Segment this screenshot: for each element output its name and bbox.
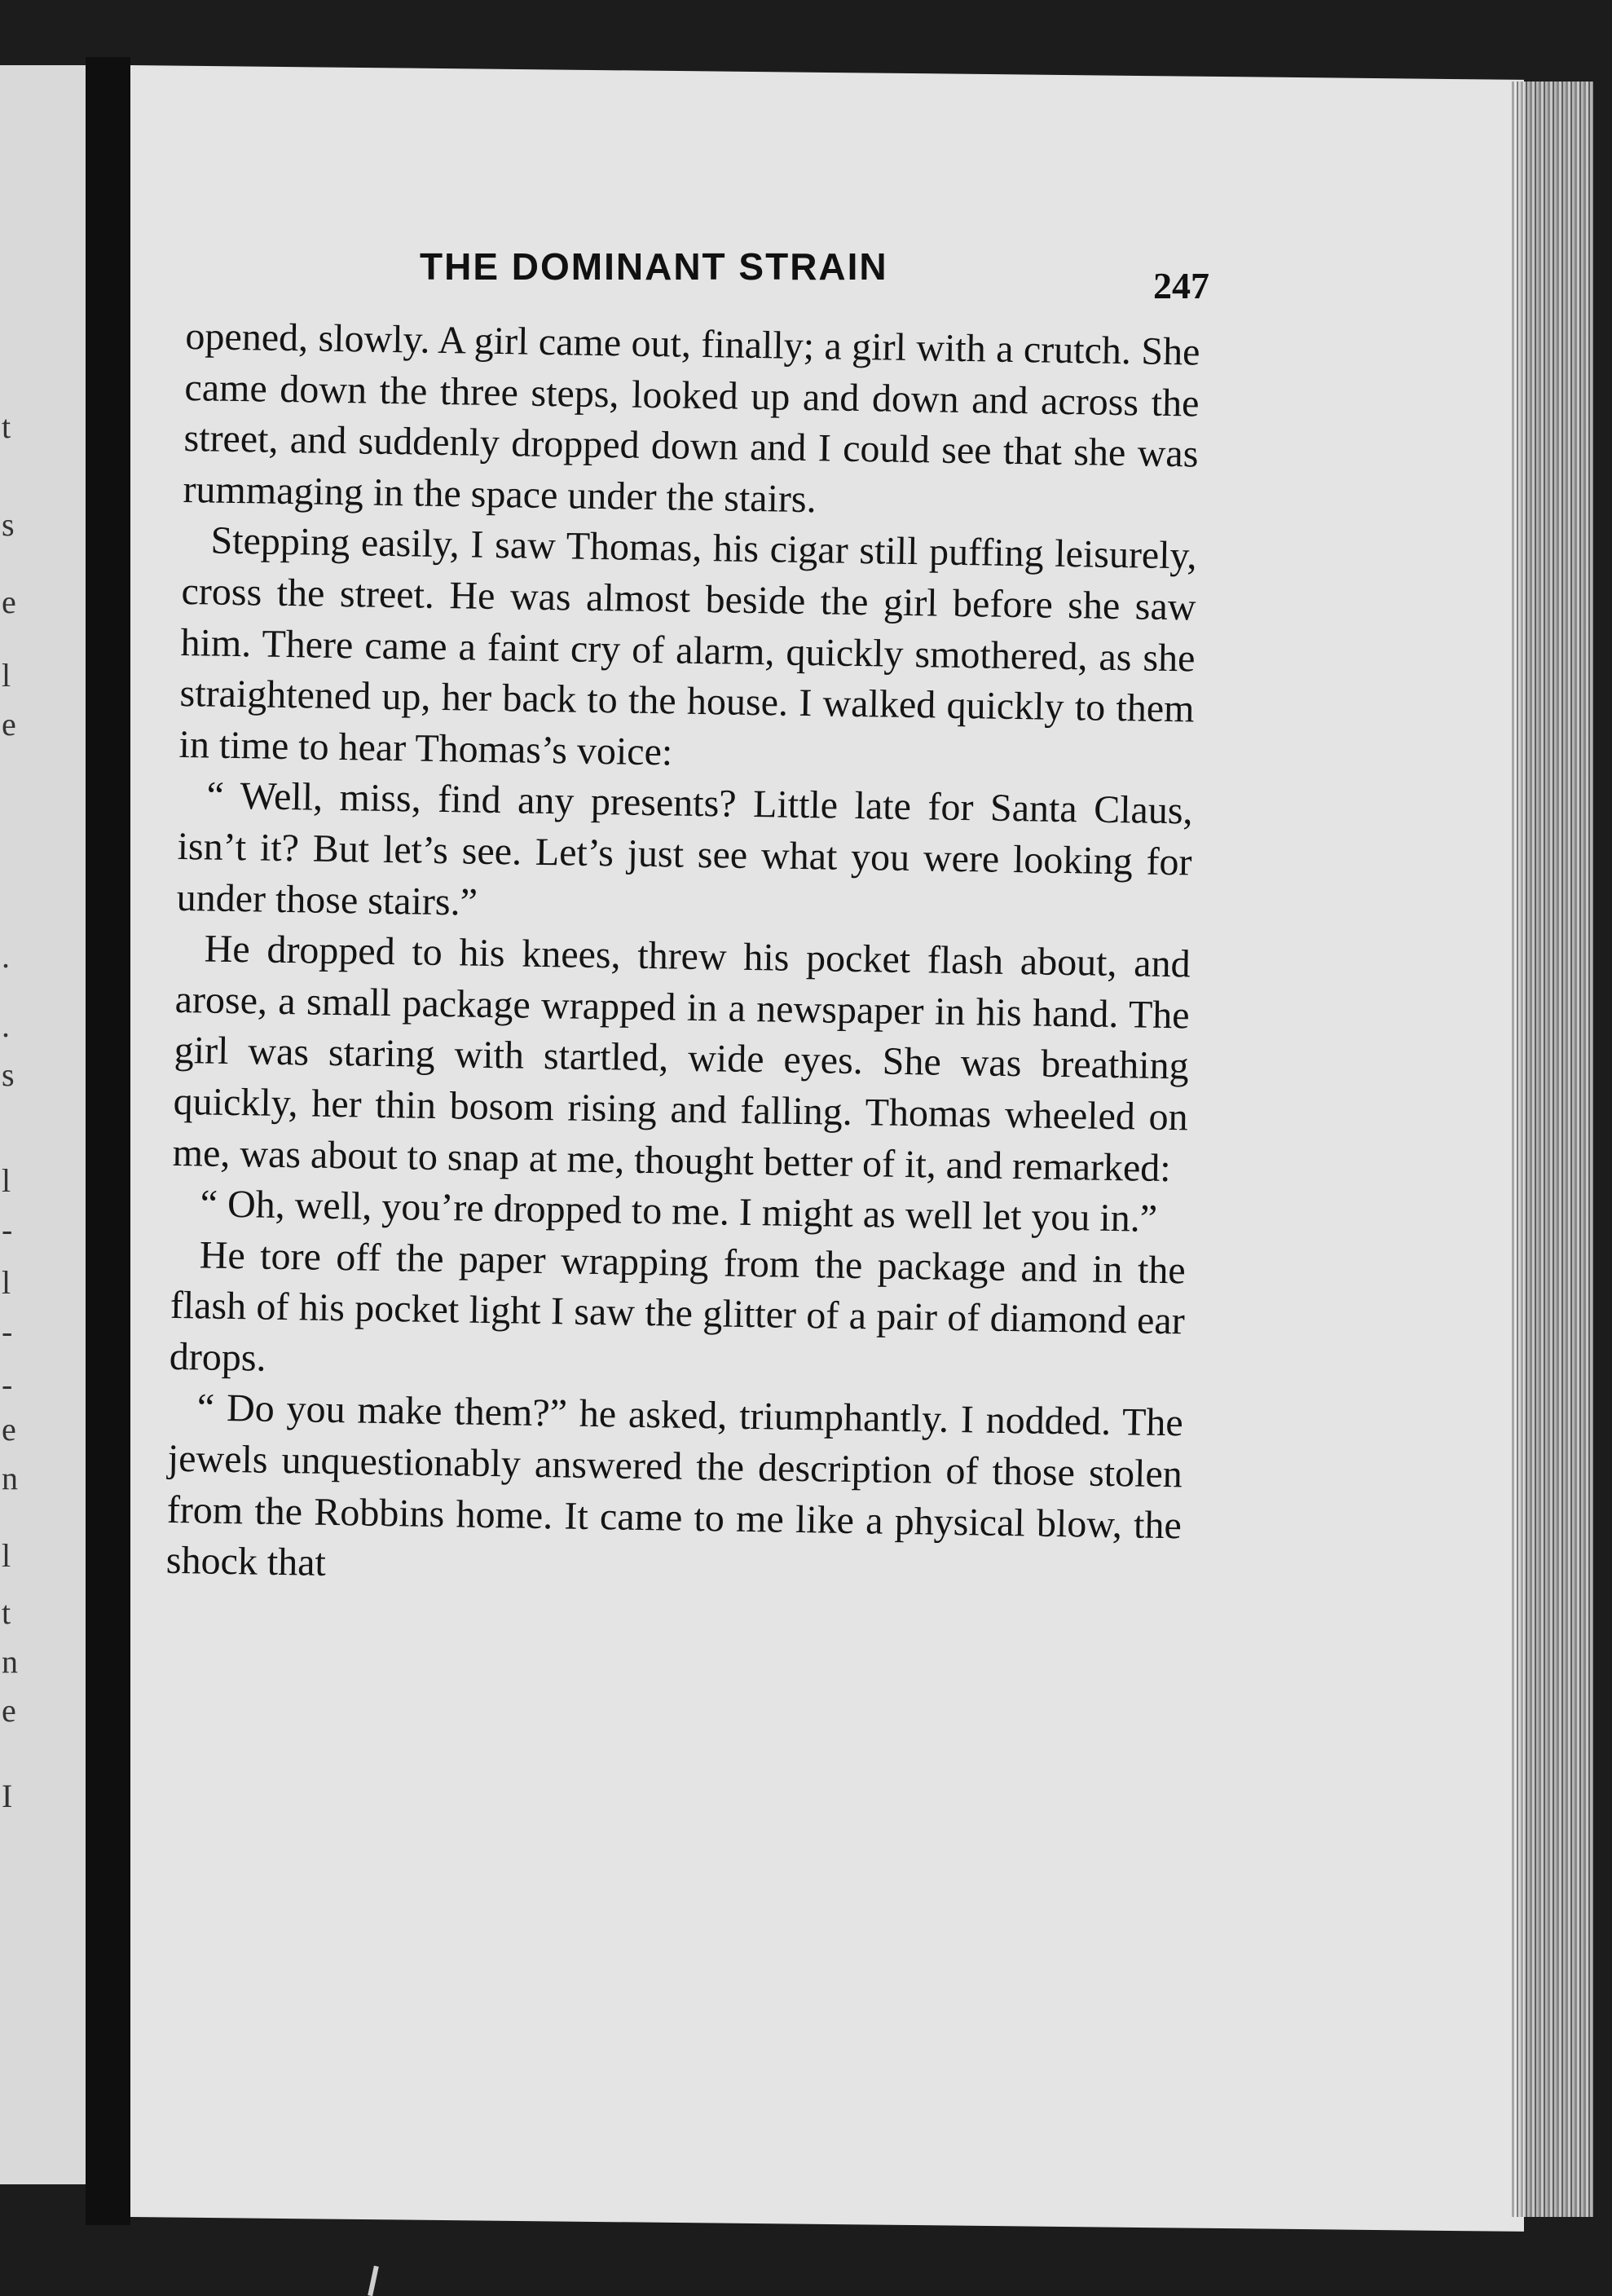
left-fragment: t [2,1594,11,1631]
page-header [420,245,1235,306]
paragraph: He dropped to his knees, threw his pocket flash about, and arose, a small package wrapped in a newspaper in his hand. The girl was staring with startled, wide eyes. She was breathing quickly, her thin bosom rising and falling. Thomas wheeled on me, was about to snap at me, thought better of it, and remarked: [172,927,1191,1190]
page-body [165,311,1200,1602]
page-stack-edge [1512,82,1593,2217]
left-fragment: t [2,408,11,445]
left-fragment: n [2,1643,18,1680]
left-fragment: . [2,938,10,975]
left-fragment: l [2,1537,11,1574]
left-fragment: s [2,1056,15,1093]
left-fragment: l [2,657,11,694]
book-gutter [86,57,130,2225]
left-fragment: l [2,1264,11,1301]
paragraph: Stepping easily, I saw Thomas, his cigar still puffing leisurely, cross the street. He was almost beside the girl before she saw him. There came a faint cry of alarm, quickly smothered, as she straightened up, her back to the house. I walked quickly to them in time to hear Thomas’s voice: [178,518,1197,774]
left-fragment: e [2,1411,16,1448]
paragraph: “ Well, miss, find any presents? Little late for Santa Claus, isn’t it? But let’s see. Let’s just see what you were looking for under those stairs.” [176,773,1193,924]
left-fragment: e [2,1692,16,1729]
left-page-text-fragments [0,408,16,1956]
running-head: THE DOMINANT STRAIN [420,245,888,288]
left-fragment: l [2,1162,11,1199]
left-fragment: s [2,506,15,543]
left-fragment: I [2,1778,13,1814]
left-page-edge [0,65,86,2184]
paragraph: “ Oh, well, you’re dropped to me. I might as well let you in.” [200,1182,1158,1241]
left-fragment: n [2,1460,18,1496]
left-fragment: e [2,706,16,743]
paragraph: opened, slowly. A girl came out, finally; a girl with a crutch. She came down the three steps, looked up and down and across the street, and suddenly dropped down and I could see that she was rummaging in the space under the stairs. [183,314,1200,521]
paragraph: He tore off the paper wrapping from the package and in the flash of his pocket light I saw the glitter of a pair of diamond ear drops. [169,1233,1187,1380]
page-number: 247 [1153,265,1209,306]
left-fragment: - [2,1211,13,1248]
left-fragment: - [2,1313,13,1350]
left-fragment: . [2,1007,10,1044]
scan-artifact-mark [368,2266,379,2296]
left-fragment: - [2,1366,13,1403]
paragraph: “ Do you make them?” he asked, triumphantly. I nodded. The jewels unquestionably answered the description of those stolen from the Robbins home. It came to me like a physical blow, the shock that [165,1386,1184,1585]
left-fragment: e [2,584,16,620]
